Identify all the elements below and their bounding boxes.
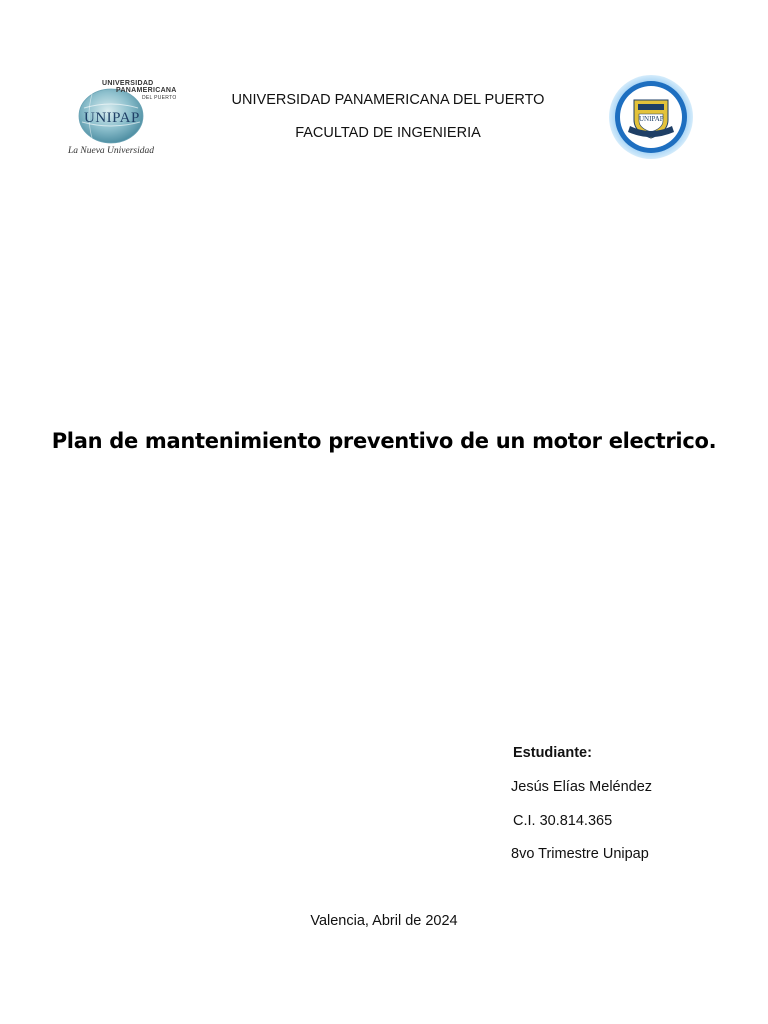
logo-text-unipap: UNIPAP [84, 110, 140, 126]
student-label: Estudiante: [513, 745, 592, 761]
logo-text-universidad: UNIVERSIDAD [102, 80, 154, 87]
faculty-name: FACULTAD DE INGENIERIA [295, 125, 481, 141]
university-logo-left [62, 78, 180, 160]
university-logo-right [608, 74, 694, 160]
crest-text-unipap: UNIPAP [639, 115, 664, 123]
student-term: 8vo Trimestre Unipap [511, 846, 649, 862]
student-id: C.I. 30.814.365 [513, 813, 613, 829]
document-title: Plan de mantenimiento preventivo de un motor electrico. [51, 429, 717, 453]
logo-motto: La Nueva Universidad [68, 146, 155, 156]
place-date: Valencia, Abril de 2024 [310, 913, 458, 929]
university-name: UNIVERSIDAD PANAMERICANA DEL PUERTO [231, 92, 545, 108]
logo-text-panamericana: PANAMERICANA [116, 87, 177, 94]
student-name: Jesús Elías Meléndez [511, 779, 653, 795]
logo-text-del-puerto: DEL PUERTO [142, 95, 177, 101]
